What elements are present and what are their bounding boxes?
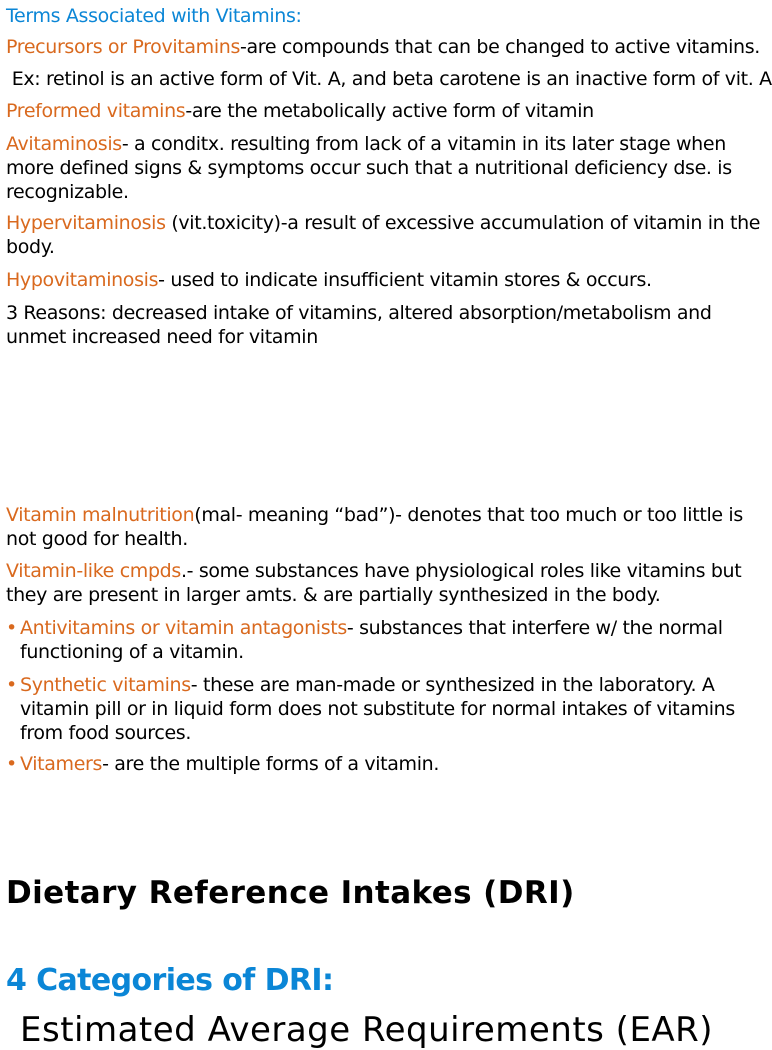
synthetic-vitamins-term: Synthetic vitamins — [20, 674, 191, 696]
bullet-item-synthetic-vitamins — [6, 673, 762, 745]
vitamers-definition: - are the multiple forms of a vitamin. — [102, 753, 440, 775]
precursors-paragraph — [6, 35, 762, 59]
bullet-item-vitamers — [6, 752, 762, 776]
hypovitaminosis-term: Hypovitaminosis — [6, 269, 159, 291]
preformed-definition: -are the metabolically active form of vitamin — [185, 100, 594, 122]
antivitamins-definition: - substances that interfere w/ the normal functioning of a vitamin. — [20, 617, 723, 663]
hypervitaminosis-term: Hypervitaminosis — [6, 212, 166, 234]
dri-category-cutoff: Estimated Average Requirements (EAR) — [20, 1010, 714, 1050]
bullet-dot-icon: • — [6, 617, 17, 639]
dri-title: Dietary Reference Intakes (DRI) — [6, 875, 575, 911]
precursors-definition: -are compounds that can be changed to active vitamins. — [240, 36, 760, 58]
vitamin-like-term: Vitamin-like cmpds — [6, 560, 181, 582]
hypovitaminosis-paragraph — [6, 268, 762, 292]
precursors-term: Precursors or Provitamins — [6, 36, 240, 58]
synthetic-vitamins-definition: - these are man-made or synthesized in the laboratory. A vitamin pill or in liquid form does not substitute for normal intakes of vitamins from food sources. — [20, 674, 735, 744]
terms-heading: Terms Associated with Vitamins: — [6, 5, 302, 27]
antivitamins-term: Antivitamins or vitamin antagonists — [20, 617, 347, 639]
preformed-term: Preformed vitamins — [6, 100, 186, 122]
malnutrition-definition: (mal- meaning “bad”)- denotes that too much or too little is not good for health. — [6, 504, 743, 550]
avitaminosis-term: Avitaminosis — [6, 133, 122, 155]
vitamin-like-paragraph — [6, 559, 762, 607]
bullet-dot-icon: • — [6, 674, 17, 696]
malnutrition-term: Vitamin malnutrition — [6, 504, 195, 526]
dri-subtitle: 4 Categories of DRI: — [6, 963, 334, 998]
bullet-dot-icon: • — [6, 753, 17, 775]
vitamers-term: Vitamers — [20, 753, 103, 775]
hypovitaminosis-definition: - used to indicate insufficient vitamin stores & occurs. — [158, 269, 652, 291]
preformed-paragraph — [6, 99, 762, 123]
bullet-item-antivitamins — [6, 616, 762, 664]
hypervitaminosis-definition: (vit.toxicity)-a result of excessive accumulation of vitamin in the body. — [6, 212, 761, 258]
vitamin-like-definition: .- some substances have physiological roles like vitamins but they are present in larger amts. & are partially synthesized in the body. — [6, 560, 742, 606]
avitaminosis-paragraph — [6, 132, 762, 204]
example-line: Ex: retinol is an active form of Vit. A, and beta carotene is an inactive form of vit. A — [6, 68, 772, 90]
malnutrition-paragraph — [6, 503, 762, 551]
hypervitaminosis-paragraph — [6, 211, 762, 259]
reasons-paragraph: 3 Reasons: decreased intake of vitamins, altered absorption/metabolism and unmet increased need for vitamin — [6, 302, 712, 348]
avitaminosis-definition: - a conditx. resulting from lack of a vitamin in its later stage when more defined signs & symptoms occur such that a nutritional deficiency dse. is recognizable. — [6, 133, 732, 203]
